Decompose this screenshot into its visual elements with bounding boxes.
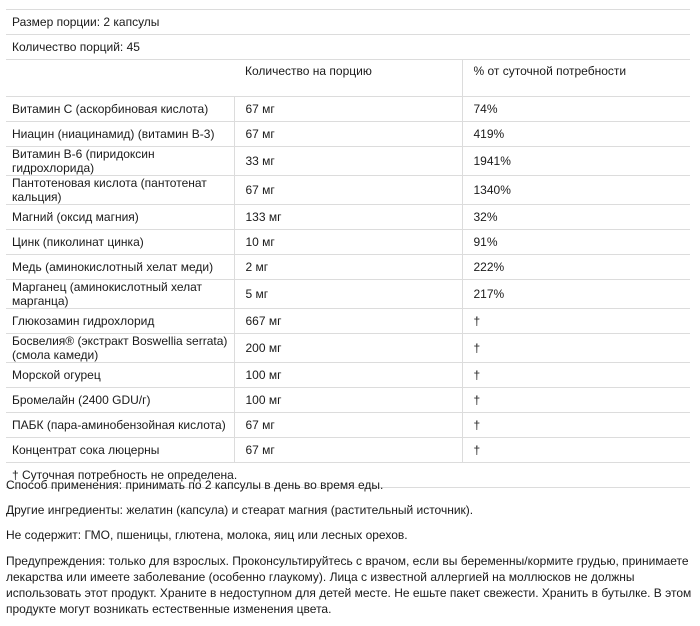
table-row	[6, 280, 690, 309]
servings-per-container: Количество порций: 45	[12, 40, 140, 54]
warnings-text: Предупреждения: только для взрослых. Проконсультируйтесь с врачом, если вы беременны/кормите грудью, принимаете лекарства или имеете заболевание (особенно глаукому). Лица с известной аллергией на моллюсков не должны использовать этот продукт. Храните в недоступном для детей месте. Не ешьте пакет свежести. Хранить в бутылке. В этом продукте могут возникать естественные изменения цвета.	[6, 554, 692, 616]
amount-cell: 67 мг	[234, 413, 462, 438]
daily-value-cell: 419%	[473, 127, 505, 141]
supplement-facts-table	[6, 9, 690, 488]
table-row	[6, 363, 690, 388]
footnote: † Суточная потребность не определена.	[12, 468, 238, 482]
amount-cell: 67 мг	[234, 176, 462, 205]
table-row	[6, 122, 690, 147]
daily-value-cell: †	[473, 393, 481, 407]
ingredient-cell: Витамин C (аскорбиновая кислота)	[6, 97, 234, 122]
table-row	[6, 176, 690, 205]
table-row	[6, 309, 690, 334]
ingredient-cell: Глюкозамин гидрохлорид	[6, 309, 234, 334]
table-row	[6, 413, 690, 438]
table-row	[6, 205, 690, 230]
table-row	[6, 388, 690, 413]
daily-value-cell: 32%	[473, 210, 498, 224]
ingredient-cell: Магний (оксид магния)	[6, 205, 234, 230]
header-ingredient	[6, 60, 234, 97]
daily-value-cell: 1941%	[473, 154, 511, 168]
daily-value-cell: 217%	[473, 287, 505, 301]
daily-value-cell: 1340%	[473, 183, 511, 197]
header-amount: Количество на порцию	[234, 60, 462, 97]
ingredient-cell: Ниацин (ниацинамид) (витамин B-3)	[6, 122, 234, 147]
ingredient-cell: Концентрат сока люцерны	[6, 438, 234, 463]
free-of-text: Не содержит: ГМО, пшеницы, глютена, молока, яиц или лесных орехов.	[6, 528, 408, 542]
amount-cell: 67 мг	[234, 97, 462, 122]
ingredient-cell: Цинк (пиколинат цинка)	[6, 230, 234, 255]
daily-value-cell: 222%	[473, 260, 505, 274]
table-row	[6, 97, 690, 122]
ingredient-cell: Марганец (аминокислотный хелат марганца)	[6, 280, 234, 309]
daily-value-cell: †	[473, 418, 481, 432]
table-row	[6, 255, 690, 280]
table-row	[6, 334, 690, 363]
header-daily-value: % от суточной потребности	[473, 64, 627, 78]
table-row	[6, 438, 690, 463]
product-notes	[6, 478, 694, 617]
other-ingredients-text: Другие ингредиенты: желатин (капсула) и стеарат магния (растительный источник).	[6, 503, 474, 517]
usage-text: Способ применения: принимать по 2 капсулы в день во время еды.	[6, 478, 384, 492]
daily-value-cell: †	[473, 341, 481, 355]
ingredient-cell: Медь (аминокислотный хелат меди)	[6, 255, 234, 280]
amount-cell: 200 мг	[234, 334, 462, 363]
daily-value-cell: †	[473, 443, 481, 457]
ingredient-cell: ПАБК (пара-аминобензойная кислота)	[6, 413, 234, 438]
ingredient-cell: Витамин B-6 (пиридоксин гидрохлорида)	[6, 147, 234, 176]
amount-cell: 67 мг	[234, 122, 462, 147]
amount-cell: 5 мг	[234, 280, 462, 309]
supplement-facts	[6, 9, 690, 488]
ingredient-cell: Морской огурец	[6, 363, 234, 388]
ingredient-cell: Бромелайн (2400 GDU/г)	[6, 388, 234, 413]
amount-cell: 667 мг	[234, 309, 462, 334]
daily-value-cell: †	[473, 314, 481, 328]
amount-cell: 67 мг	[234, 438, 462, 463]
daily-value-cell: †	[473, 368, 481, 382]
servings-per-container-row	[6, 35, 690, 60]
daily-value-cell: 91%	[473, 235, 498, 249]
serving-size-row	[6, 10, 690, 35]
amount-cell: 33 мг	[234, 147, 462, 176]
daily-value-cell: 74%	[473, 102, 498, 116]
table-row	[6, 147, 690, 176]
amount-cell: 100 мг	[234, 363, 462, 388]
table-header-row	[6, 60, 690, 97]
amount-cell: 2 мг	[234, 255, 462, 280]
ingredient-cell: Босвелия® (экстракт Boswellia serrata) (смола камеди)	[6, 334, 234, 363]
amount-cell: 133 мг	[234, 205, 462, 230]
table-row	[6, 230, 690, 255]
amount-cell: 10 мг	[234, 230, 462, 255]
ingredient-cell: Пантотеновая кислота (пантотенат кальция)	[6, 176, 234, 205]
amount-cell: 100 мг	[234, 388, 462, 413]
serving-size: Размер порции: 2 капсулы	[12, 15, 160, 29]
